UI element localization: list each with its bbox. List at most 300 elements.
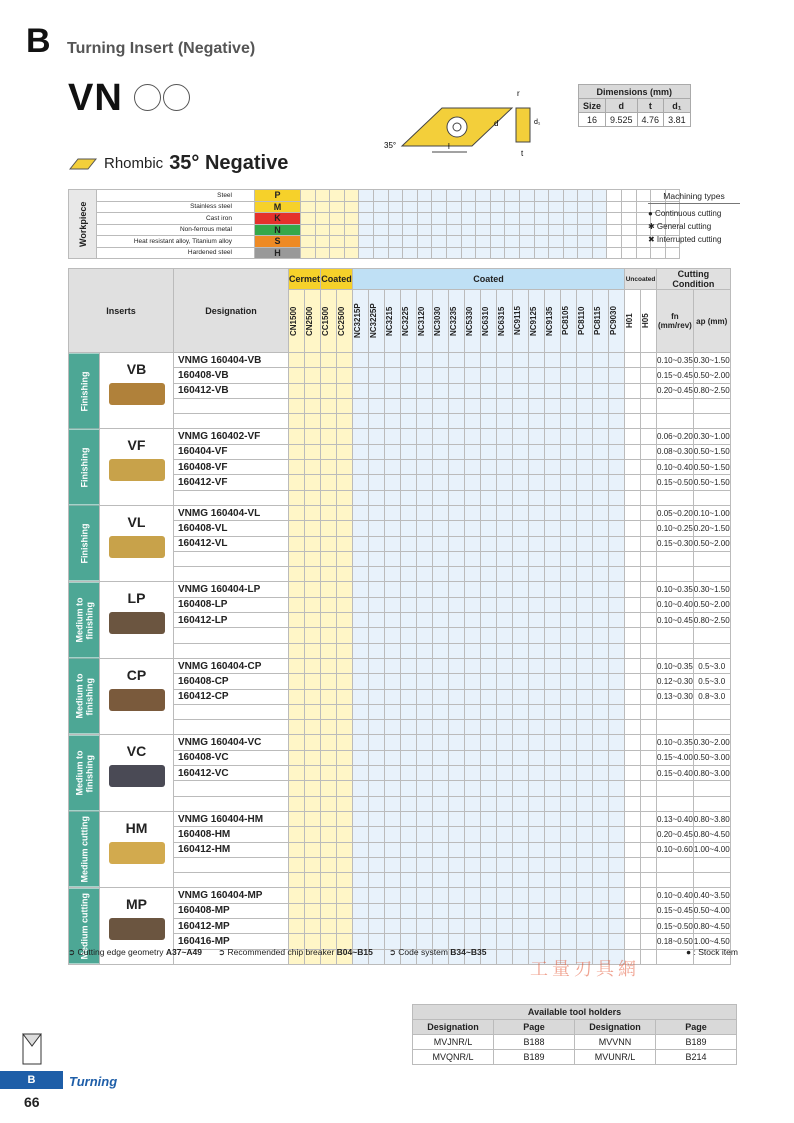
grade-cell [385, 704, 401, 719]
grade-cell [289, 766, 305, 781]
grade-cell [497, 720, 513, 735]
grade-cell [625, 888, 641, 903]
grade-cell [609, 888, 625, 903]
grade-cell [353, 766, 369, 781]
workpiece-label: Hardened steel [97, 247, 255, 259]
fn-value: 0.10~0.40 [657, 597, 694, 612]
dims-value: 4.76 [637, 113, 664, 127]
grade-cell [321, 674, 337, 689]
grade-cell [337, 567, 353, 582]
grade-cell [433, 490, 449, 505]
grade-cell [593, 398, 609, 413]
grade-cell [385, 398, 401, 413]
section-letter: B [26, 22, 51, 60]
grade-cell [353, 536, 369, 551]
grade-cell [577, 414, 593, 429]
grade-cell [513, 383, 529, 398]
grade-cell [593, 521, 609, 536]
grade-cell [625, 521, 641, 536]
ap-value: 0.30~2.00 [693, 735, 730, 750]
workpiece-cell [592, 224, 607, 236]
grade-cell [289, 551, 305, 566]
grade-cell [401, 398, 417, 413]
grade-cell [593, 597, 609, 612]
grade-cell [449, 796, 465, 811]
grade-cell [353, 414, 369, 429]
dims-header: d₁ [664, 99, 691, 113]
designation-code: 160404-VF [178, 446, 228, 458]
grade-cell [481, 903, 497, 918]
fn-value: 0.10~0.35 [657, 735, 694, 750]
designation [174, 505, 289, 520]
col-cutting: Cutting Condition [657, 269, 731, 290]
workpiece-cell [549, 190, 564, 202]
tool-holders-table [412, 1004, 737, 1065]
workpiece-cell [359, 236, 374, 248]
grade-cell [433, 429, 449, 444]
insert-cell [100, 582, 174, 658]
table-row [69, 658, 731, 673]
grade-cell [289, 689, 305, 704]
grade-cell [609, 597, 625, 612]
insert-image [109, 536, 165, 558]
grade-cell [513, 613, 529, 628]
insert-cell [100, 811, 174, 887]
grade-cell [465, 536, 481, 551]
grade-cell [641, 429, 657, 444]
grade-cell [449, 582, 465, 597]
grade-cell [321, 414, 337, 429]
grade-cell [417, 368, 433, 383]
grade-cell [481, 658, 497, 673]
grade-cell [529, 490, 545, 505]
grade-cell [417, 567, 433, 582]
grade-cell [289, 429, 305, 444]
grade-cell [321, 811, 337, 826]
grade-cell [641, 857, 657, 872]
workpiece-cell [549, 224, 564, 236]
grade-cell [433, 353, 449, 368]
grade-cell [401, 811, 417, 826]
grade-cell [401, 658, 417, 673]
grade-cell [289, 521, 305, 536]
grade-cell [433, 766, 449, 781]
dims-header: d [606, 99, 638, 113]
grade-cell [529, 414, 545, 429]
fn-value: 0.10~0.35 [657, 582, 694, 597]
grade-cell [529, 796, 545, 811]
grade-cell [337, 444, 353, 459]
grade-cell [593, 383, 609, 398]
grade-cell [417, 353, 433, 368]
grade-cell [385, 796, 401, 811]
grade-cell [513, 490, 529, 505]
designation-code: 160412-CP [178, 691, 229, 703]
grade-cell [465, 781, 481, 796]
workpiece-cell [461, 224, 476, 236]
designation-code: 160404-MP [210, 890, 263, 902]
grade-cell [641, 628, 657, 643]
grade-cell [385, 353, 401, 368]
workpiece-cell [505, 213, 520, 225]
fn-value: 0.20~0.45 [657, 383, 694, 398]
grade-cell [577, 460, 593, 475]
grade-cell [385, 582, 401, 597]
grade-cell [577, 796, 593, 811]
grade-cell [417, 689, 433, 704]
grade-cell [513, 827, 529, 842]
grade-cell [641, 582, 657, 597]
grade-cell [289, 720, 305, 735]
grade-cell [609, 827, 625, 842]
grade-cell [545, 873, 561, 888]
section-name: Turning [69, 1074, 118, 1089]
grade-cell [289, 857, 305, 872]
grade-cell [401, 383, 417, 398]
grade-cell [641, 551, 657, 566]
grade-cell [321, 903, 337, 918]
grade-cell [465, 383, 481, 398]
grade-cell [353, 582, 369, 597]
grade-cell [321, 658, 337, 673]
grade-cell [321, 505, 337, 520]
grade-cell [465, 582, 481, 597]
workpiece-cell [359, 190, 374, 202]
designation [174, 414, 289, 429]
grade-cell [609, 398, 625, 413]
grade-cell [369, 674, 385, 689]
grade-name: NC9115 [513, 306, 523, 336]
grade-cell [529, 613, 545, 628]
grade-cell [481, 873, 497, 888]
grade-cell [577, 934, 593, 949]
grade-cell [401, 842, 417, 857]
workpiece-cell [315, 236, 330, 248]
grade-cell [289, 873, 305, 888]
grade-cell [577, 353, 593, 368]
insert-name: VF [127, 437, 146, 454]
grade-cell [593, 429, 609, 444]
grade-cell [417, 811, 433, 826]
grade-cell [529, 750, 545, 765]
angle-label: 35° [384, 141, 397, 150]
workpiece-cell [388, 201, 403, 213]
grade-cell [353, 628, 369, 643]
grade-cell [369, 368, 385, 383]
grade-cell [385, 368, 401, 383]
grade-cell [625, 658, 641, 673]
workpiece-cell [578, 236, 593, 248]
grade-cell [545, 888, 561, 903]
grade-cell [401, 536, 417, 551]
grade-cell [353, 735, 369, 750]
workpiece-cell [607, 236, 622, 248]
workpiece-cell [359, 247, 374, 259]
grade-cell [545, 766, 561, 781]
grade-cell [497, 842, 513, 857]
grade-cell [513, 934, 529, 949]
grade-cell [593, 903, 609, 918]
workpiece-cell [505, 247, 520, 259]
grade-cell [289, 827, 305, 842]
grade-cell [497, 888, 513, 903]
section-tab: B [0, 1071, 63, 1089]
grade-cell [465, 353, 481, 368]
grade-cell [353, 613, 369, 628]
grade-header [433, 290, 449, 353]
grade-cell [625, 475, 641, 490]
grade-cell [369, 735, 385, 750]
designation-code: 160404-CP [210, 660, 262, 672]
grade-cell [305, 582, 321, 597]
grade-cell [401, 582, 417, 597]
grade-cell [385, 597, 401, 612]
grade-cell [593, 842, 609, 857]
grade-cell [609, 903, 625, 918]
grade-cell [529, 597, 545, 612]
workpiece-cell [505, 201, 520, 213]
designation-code: 160412-VL [178, 538, 228, 550]
grade-cell [369, 536, 385, 551]
grade-cell [545, 551, 561, 566]
grade-cell [353, 750, 369, 765]
series-title: VN [68, 77, 123, 119]
grade-cell [289, 643, 305, 658]
grade-cell [625, 368, 641, 383]
workpiece-cell [330, 201, 345, 213]
grade-cell [625, 873, 641, 888]
grade-cell [337, 353, 353, 368]
grade-cell [497, 643, 513, 658]
grade-cell [609, 521, 625, 536]
workpiece-cell [461, 247, 476, 259]
designation [174, 888, 289, 903]
grade-cell [369, 628, 385, 643]
workpiece-cell [534, 213, 549, 225]
workpiece-cell [549, 213, 564, 225]
grade-cell [449, 811, 465, 826]
ap-value: 1.00~4.50 [693, 934, 730, 949]
fn-value: 0.15~0.50 [657, 475, 694, 490]
grade-cell [385, 475, 401, 490]
grade-cell [417, 720, 433, 735]
grades-table [68, 268, 731, 965]
designation-prefix: VNMG [178, 813, 208, 825]
designation-code: 160408-LP [178, 599, 228, 611]
grade-cell [481, 383, 497, 398]
ap-value: 0.50~2.00 [693, 368, 730, 383]
grade-name: CC1500 [321, 306, 331, 336]
workpiece-cell [636, 247, 651, 259]
grade-cell [609, 658, 625, 673]
designation-prefix: VNMG [178, 507, 208, 519]
designation-prefix: VNMG [178, 584, 208, 596]
workpiece-cell [403, 247, 418, 259]
grade-cell [417, 888, 433, 903]
grade-cell [513, 628, 529, 643]
grade-cell [481, 551, 497, 566]
grade-cell [449, 521, 465, 536]
workpiece-cell [490, 213, 505, 225]
workpiece-cell [490, 201, 505, 213]
grade-cell [385, 536, 401, 551]
workpiece-cell [622, 190, 637, 202]
workpiece-cell [505, 236, 520, 248]
grade-cell [353, 720, 369, 735]
grade-cell [545, 689, 561, 704]
grade-header [513, 290, 529, 353]
footnote-geometry: ➲ Cutting edge geometry A37~A49 [68, 947, 203, 957]
grade-cell [609, 368, 625, 383]
grade-cell [353, 796, 369, 811]
grade-cell [289, 704, 305, 719]
designation-code: 160412-MP [178, 920, 230, 932]
designation-code: 160402-VF [210, 431, 261, 443]
grade-cell [401, 888, 417, 903]
grade-cell [465, 429, 481, 444]
grade-cell [449, 720, 465, 735]
grade-cell [593, 613, 609, 628]
workpiece-cell [592, 247, 607, 259]
grade-cell [353, 551, 369, 566]
grade-cell [545, 704, 561, 719]
grade-cell [593, 720, 609, 735]
designation-prefix: VNMG [178, 354, 208, 366]
grade-cell [305, 658, 321, 673]
grade-header [577, 290, 593, 353]
workpiece-cell [301, 190, 316, 202]
grade-cell [561, 857, 577, 872]
workpiece-cell [373, 247, 388, 259]
workpiece-label: Cast iron [97, 213, 255, 225]
category-label: Medium to finishing [69, 735, 100, 811]
grade-cell [401, 643, 417, 658]
grade-cell [561, 597, 577, 612]
fn-value: 0.13~0.30 [657, 689, 694, 704]
grade-cell [353, 597, 369, 612]
grade-cell [465, 750, 481, 765]
grade-cell [305, 735, 321, 750]
grade-cell [433, 398, 449, 413]
workpiece-cell [330, 213, 345, 225]
grade-cell [497, 383, 513, 398]
grade-cell [417, 766, 433, 781]
grade-cell [465, 704, 481, 719]
workpiece-label: Non-ferrous metal [97, 224, 255, 236]
fn-value: 0.10~0.35 [657, 658, 694, 673]
grade-cell [321, 689, 337, 704]
grade-cell [609, 766, 625, 781]
grade-cell [545, 750, 561, 765]
grade-cell [625, 842, 641, 857]
grade-cell [641, 567, 657, 582]
grade-cell [289, 414, 305, 429]
grade-cell [545, 567, 561, 582]
grade-cell [481, 781, 497, 796]
grade-name: PC8115 [593, 306, 603, 336]
holders-title: Available tool holders [413, 1005, 737, 1020]
designation [174, 857, 289, 872]
grade-cell [465, 827, 481, 842]
designation [174, 827, 289, 842]
grade-cell [481, 811, 497, 826]
grade-cell [449, 674, 465, 689]
dims-header: t [637, 99, 664, 113]
grade-cell [641, 766, 657, 781]
grade-cell [305, 429, 321, 444]
insert-image [109, 842, 165, 864]
grade-cell [337, 551, 353, 566]
designation [174, 674, 289, 689]
grade-cell [481, 689, 497, 704]
grade-cell [321, 429, 337, 444]
dims-title: Dimensions (mm) [579, 85, 691, 99]
workpiece-cell [665, 247, 680, 259]
workpiece-cell [432, 201, 447, 213]
grade-cell [449, 536, 465, 551]
workpiece-cell [490, 224, 505, 236]
fn-value: 0.08~0.30 [657, 444, 694, 459]
grade-header [465, 290, 481, 353]
grade-cell [321, 842, 337, 857]
grade-cell [337, 628, 353, 643]
grade-cell [337, 781, 353, 796]
grade-cell [481, 353, 497, 368]
workpiece-cell [359, 213, 374, 225]
grade-cell [465, 689, 481, 704]
grade-cell [337, 643, 353, 658]
grade-header [561, 290, 577, 353]
grade-cell [625, 750, 641, 765]
grade-cell [593, 551, 609, 566]
grade-cell [641, 460, 657, 475]
grade-cell [337, 429, 353, 444]
workpiece-cell [388, 224, 403, 236]
grade-cell [481, 368, 497, 383]
grade-cell [305, 888, 321, 903]
grade-cell [561, 796, 577, 811]
ap-value [693, 873, 730, 888]
grade-cell [625, 490, 641, 505]
grade-cell [481, 521, 497, 536]
grade-cell [401, 873, 417, 888]
table-row [69, 582, 731, 597]
grade-cell [641, 750, 657, 765]
grade-cell [353, 658, 369, 673]
grade-cell [353, 674, 369, 689]
workpiece-cell [417, 224, 432, 236]
grade-cell [625, 536, 641, 551]
grade-cell [625, 613, 641, 628]
grade-cell [369, 811, 385, 826]
designation [174, 796, 289, 811]
grade-cell [305, 490, 321, 505]
workpiece-cell [315, 190, 330, 202]
grade-cell [641, 475, 657, 490]
grade-cell [577, 704, 593, 719]
category-label: Medium to finishing [69, 582, 100, 658]
grade-cell [513, 720, 529, 735]
grade-cell [609, 383, 625, 398]
grade-cell [305, 475, 321, 490]
insert-image [109, 383, 165, 405]
grade-cell [289, 888, 305, 903]
grade-cell [577, 597, 593, 612]
grade-cell [481, 628, 497, 643]
ap-value: 0.40~3.50 [693, 888, 730, 903]
grade-cell [561, 444, 577, 459]
workpiece-cell [534, 247, 549, 259]
